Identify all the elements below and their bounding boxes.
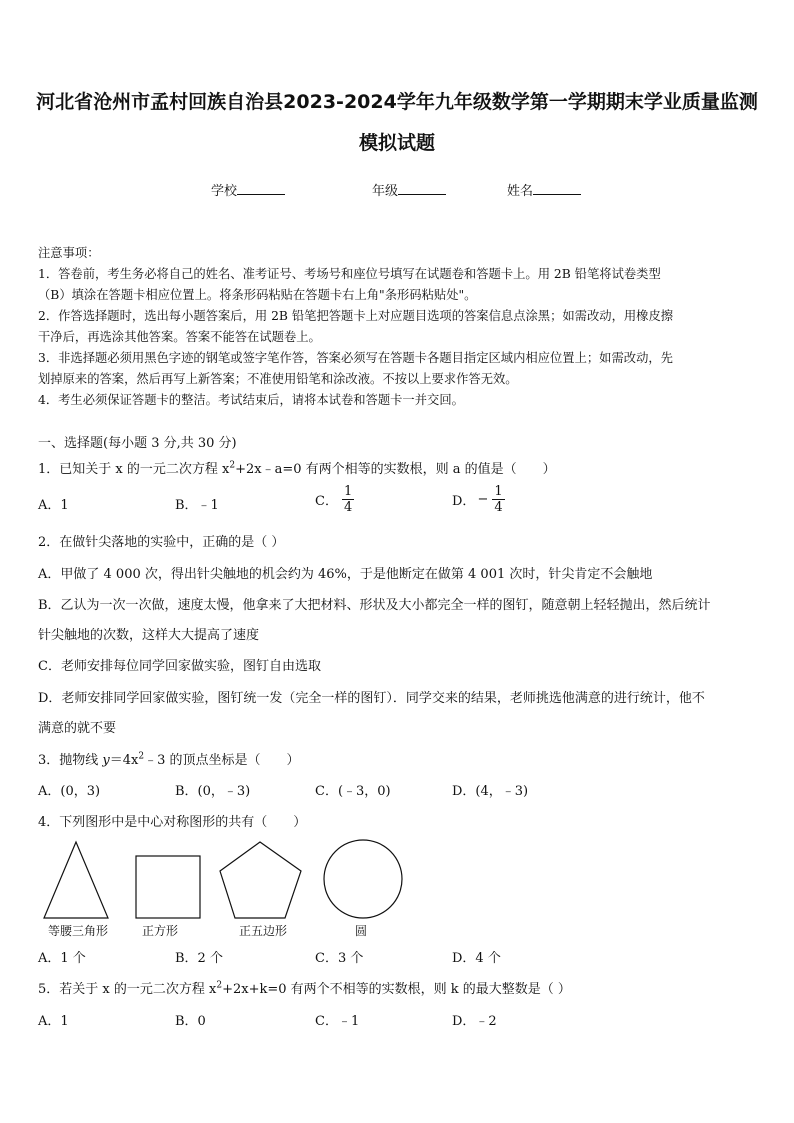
notes-heading: 注意事项： <box>38 246 100 260</box>
question-2-stem: 2．在做针尖落地的实验中，正确的是（ ） <box>38 535 285 550</box>
q4-option-b: B．2 个 <box>175 951 223 966</box>
question-1-stem <box>38 458 556 477</box>
fraction-numerator: 1 <box>494 484 503 499</box>
q4-figures <box>38 838 408 922</box>
school-blank <box>237 182 285 195</box>
notes-block <box>38 243 760 411</box>
square-figure <box>136 856 200 918</box>
q3-option-b: B．(0，﹣3) <box>175 784 251 799</box>
q3-stem-c: ﹣3 的顶点坐标是（ ） <box>144 753 300 768</box>
q2-option-b: B．乙认为一次一次做，速度太慢，他拿来了大把材料、形状及大小都完全一样的图钉，随意朝上轻轻抛出，然后统计 <box>38 598 711 613</box>
q2-option-d: D．老师安排同学回家做实验，图钉统一发（完全一样的图钉）．同学交来的结果，老师挑选他满意的进行统计，他不 <box>38 691 705 706</box>
minus-sign: − <box>477 492 489 507</box>
q1-option-a: A．1 <box>38 498 69 513</box>
q1-option-c <box>315 484 354 515</box>
school-field <box>211 180 285 199</box>
q1-stem-a: 1．已知关于 x 的一元二次方程 x <box>38 462 230 477</box>
notes-line: 1．答卷前，考生务必将自己的姓名、准考证号、考场号和座位号填写在试题卷和答题卡上。用 2B 铅笔将试卷类型 <box>38 267 661 281</box>
q4-option-c: C．3 个 <box>315 951 364 966</box>
name-field <box>507 180 581 199</box>
q2-option-c: C．老师安排每位同学回家做实验，图钉自由选取 <box>38 659 321 674</box>
q1-option-c-fraction <box>342 484 354 515</box>
q5-stem-a: 5．若关于 x 的一元二次方程 x <box>38 982 217 997</box>
q2-option-b-cont: 针尖触地的次数，这样大大提高了速度 <box>38 628 260 643</box>
notes-line: （B）填涂在答题卡相应位置上。将条形码粘贴在答题卡右上角"条形码粘贴处"。 <box>38 288 477 302</box>
q3-option-a: A．(0，3) <box>38 784 101 799</box>
grade-field <box>372 180 446 199</box>
q1-option-c-label: C． <box>315 494 338 509</box>
q3-exponent: 2 <box>138 751 145 762</box>
fraction-denominator: 4 <box>494 500 503 515</box>
page-title: 河北省沧州市孟村回族自治县2023-2024学年九年级数学第一学期期末学业质量监测 <box>36 91 758 113</box>
q2-option-d-cont: 满意的就不要 <box>38 721 117 736</box>
regular-pentagon-figure <box>220 842 301 918</box>
notes-line: 4．考生必须保证答题卡的整洁。考试结束后，请将本试卷和答题卡一并交回。 <box>38 393 464 407</box>
q1-exponent: 2 <box>229 460 236 471</box>
grade-label: 年级 <box>372 184 399 199</box>
isosceles-triangle-figure <box>44 842 108 918</box>
q5-stem-b: +2x+k=0 有两个不相等的实数根，则 k 的最大整数是（ ） <box>222 982 571 997</box>
q5-option-a: A．1 <box>38 1014 69 1029</box>
question-3-stem <box>38 749 300 768</box>
q4-option-d: D．4 个 <box>452 951 501 966</box>
notes-line: 干净后，再选涂其他答案。答案不能答在试题卷上。 <box>38 330 321 344</box>
q3-option-d: D．(4，﹣3) <box>452 784 529 799</box>
q3-stem-b: ＝4x <box>109 753 139 768</box>
figure-label-circle: 圆 <box>355 924 368 938</box>
circle-figure <box>324 840 402 918</box>
notes-line: 3．非选择题必须用黑色字迹的钢笔或签字笔作答，答案必须写在答题卡各题目指定区域内相应位置上；如需改动，先 <box>38 351 673 365</box>
notes-line: 2．作答选择题时，选出每小题答案后，用 2B 铅笔把答题卡上对应题目选项的答案信息点涂黑；如需改动，用橡皮擦 <box>38 309 674 323</box>
name-label: 姓名 <box>507 184 534 199</box>
q5-exponent: 2 <box>216 980 223 991</box>
figure-label-triangle: 等腰三角形 <box>48 924 109 938</box>
question-5-stem <box>38 978 571 997</box>
page-subtitle: 模拟试题 <box>358 132 435 154</box>
q4-option-a: A．1 个 <box>38 951 86 966</box>
q2-option-a: A．甲做了 4 000 次，得出针尖触地的机会约为 46%，于是他断定在做第 4 001 次时，针尖肯定不会触地 <box>38 567 653 582</box>
notes-line: 划掉原来的答案，然后再写上新答案；不准使用铅笔和涂改液。不按以上要求作答无效。 <box>38 372 518 386</box>
q5-option-c: C．﹣1 <box>315 1014 360 1029</box>
figure-label-pentagon: 正五边形 <box>239 924 288 938</box>
q5-option-d: D．﹣2 <box>452 1014 497 1029</box>
name-blank <box>533 182 581 195</box>
q1-option-b: B．﹣1 <box>175 498 219 513</box>
question-4-stem: 4．下列图形中是中心对称图形的共有（ ） <box>38 815 307 830</box>
q1-option-d-fraction <box>492 484 504 515</box>
school-label: 学校 <box>211 184 238 199</box>
section-heading: 一、选择题(每小题 3 分,共 30 分) <box>38 436 237 451</box>
q3-stem-a: 3．抛物线 <box>38 753 103 768</box>
q1-stem-b: +2x﹣a=0 有两个相等的实数根，则 a 的值是（ ） <box>235 462 556 477</box>
fraction-numerator: 1 <box>343 484 353 499</box>
q3-variable-y: y <box>102 753 110 768</box>
q1-option-d <box>452 484 505 515</box>
q5-option-b: B．0 <box>175 1014 206 1029</box>
grade-blank <box>398 182 446 195</box>
q3-option-c: C．(﹣3，0) <box>315 784 391 799</box>
fraction-denominator: 4 <box>343 500 353 515</box>
q1-option-d-label: D． <box>452 494 476 509</box>
figure-label-square: 正方形 <box>142 924 179 938</box>
